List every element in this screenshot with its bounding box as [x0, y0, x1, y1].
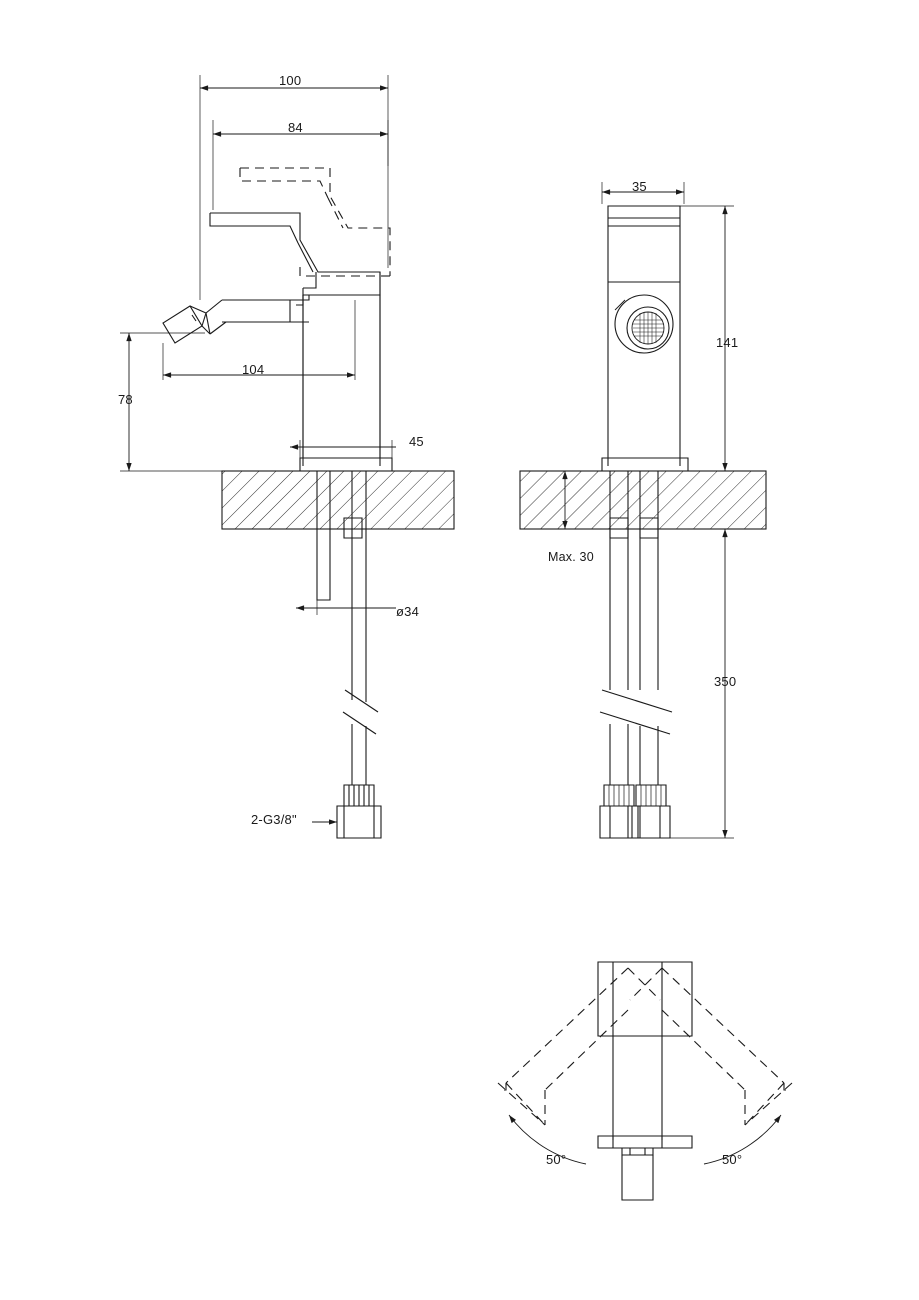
dim-label-104: 104 — [242, 362, 265, 377]
dim-label-100: 100 — [279, 73, 302, 88]
dim-label-hole-diameter: ø34 — [396, 604, 420, 619]
dim-label-84: 84 — [288, 120, 303, 135]
dim-100 — [200, 75, 388, 300]
front-view — [120, 75, 454, 838]
dim-78 — [120, 333, 300, 471]
dim-label-connection: 2-G3/8" — [251, 812, 297, 827]
dim-dia34 — [296, 600, 396, 615]
dim-label-350: 350 — [714, 674, 737, 689]
dim-label-max30: Max. 30 — [548, 550, 594, 564]
dim-label-45: 45 — [409, 434, 424, 449]
dim-label-swivel-left: 50° — [546, 1152, 567, 1167]
dim-label-35: 35 — [632, 179, 647, 194]
top-view — [498, 962, 792, 1200]
side-view — [520, 182, 766, 838]
front-deck-section — [222, 471, 454, 529]
dim-label-swivel-right: 50° — [722, 1152, 743, 1167]
dim-label-141: 141 — [716, 335, 739, 350]
dim-label-78: 78 — [118, 392, 133, 407]
